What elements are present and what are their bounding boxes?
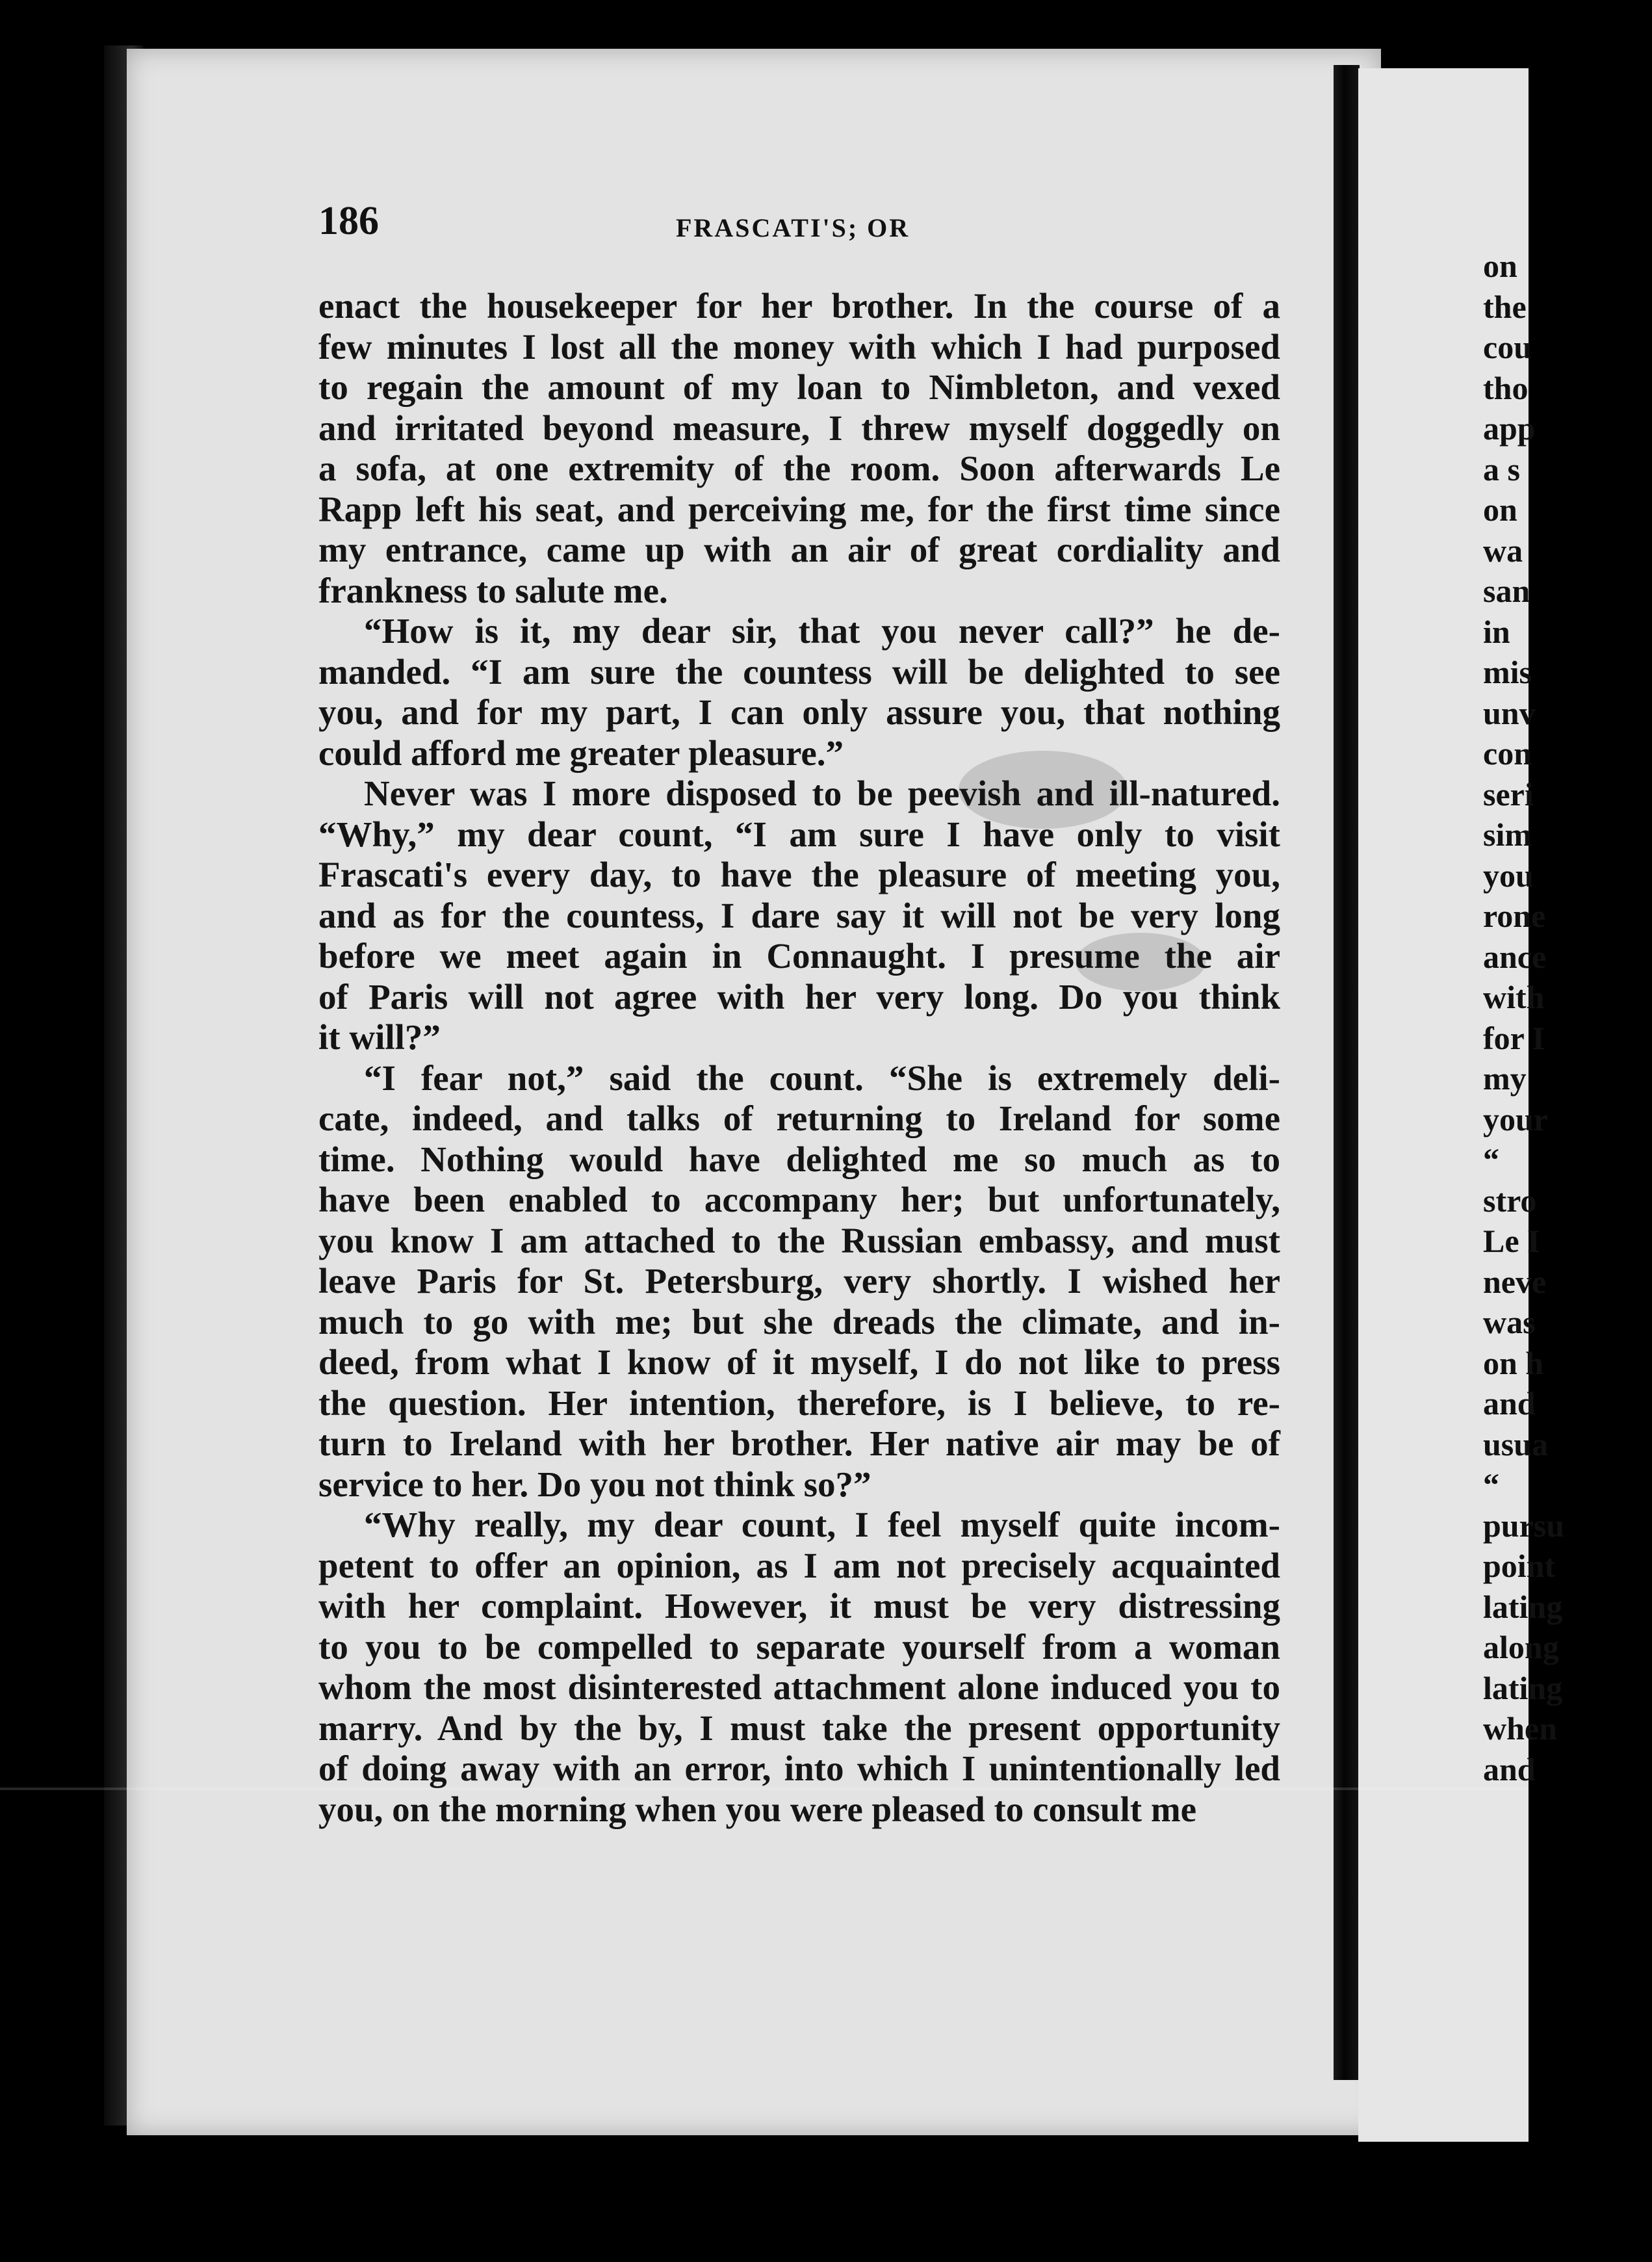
facing-page-fragment: “ [1483, 1141, 1499, 1178]
facing-page-fragment: lating [1483, 1669, 1563, 1706]
running-title: FRASCATI'S; OR [676, 213, 910, 242]
facing-page-fragment: along [1483, 1629, 1559, 1665]
text-line: it will?” [318, 1017, 441, 1057]
facing-page-fragment: pursu [1483, 1507, 1565, 1544]
text-line: you, on the morning when you were pleased to consult me [318, 1789, 1197, 1829]
facing-page-fragment: and [1483, 1750, 1536, 1788]
facing-page-fragment: stro [1483, 1182, 1537, 1219]
facing-page-fragment: cou [1483, 329, 1532, 365]
text-line: cate, indeed, and talks of returning to Ireland for some [318, 1098, 1280, 1138]
facing-page-fragment: my [1483, 1060, 1527, 1097]
text-line: few minutes I lost all the money with which I had purposed [318, 326, 1280, 367]
text-line: Never was I more disposed to be peevish and ill-natured. [364, 774, 1280, 813]
text-line: “I fear not,” said the count. “She is extremely deli- [364, 1058, 1280, 1098]
text-line: the question. Her intention, therefore, is I believe, to re- [318, 1383, 1280, 1423]
text-line: before we meet again in Connaught. I presume the air [318, 936, 1280, 976]
facing-page-fragment: rone [1483, 898, 1546, 934]
facing-page-fragment: wa [1483, 532, 1523, 569]
facing-page-fragment: on [1483, 491, 1517, 528]
facing-page-fragment: the [1483, 288, 1527, 325]
book-gutter [1334, 65, 1360, 2080]
text-line: “Why really, my dear count, I feel myself quite incom- [364, 1505, 1280, 1544]
facing-page-fragment: on h [1483, 1344, 1544, 1381]
text-line: my entrance, came up with an air of great cordiality and [318, 530, 1280, 569]
facing-page-fragment: your [1483, 1100, 1548, 1138]
facing-page-fragment: a s [1483, 450, 1520, 488]
facing-page-fragment: unv [1483, 694, 1536, 731]
text-line: turn to Ireland with her brother. Her native air may be of [318, 1424, 1280, 1463]
facing-page-fragment: usua [1483, 1425, 1549, 1462]
text-line: and as for the countess, I dare say it will not be very long [318, 895, 1280, 935]
text-line: manded. “I am sure the countess will be delighted to see [318, 651, 1280, 692]
text-line: to you to be compelled to separate yourself from a woman [318, 1626, 1280, 1667]
facing-page-fragment: tho [1483, 369, 1529, 406]
text-line: deed, from what I know of it myself, I do not like to press [318, 1342, 1280, 1382]
facing-page-fragment: lating [1483, 1588, 1563, 1625]
text-line: of Paris will not agree with her very long. Do you think [318, 976, 1280, 1017]
text-line: leave Paris for St. Petersburg, very shortly. I wished her [318, 1261, 1280, 1301]
scan-streak [0, 1788, 1529, 1790]
facing-page-fragment: mis [1483, 654, 1532, 690]
text-line: enact the housekeeper for her brother. In the course of a [318, 286, 1280, 326]
text-line: marry. And by the by, I must take the present opportunity [318, 1708, 1280, 1748]
facing-page-fragment: app [1483, 410, 1536, 447]
body-text [318, 286, 1280, 1830]
facing-page-fragment: was [1483, 1304, 1536, 1340]
text-line: service to her. Do you not think so?” [318, 1464, 871, 1504]
facing-page-fragment: sim [1483, 816, 1532, 853]
text-line: frankness to salute me. [318, 570, 668, 610]
facing-page-fragment: “ [1483, 1466, 1499, 1503]
facing-page-fragment: point [1483, 1548, 1556, 1584]
text-line: to regain the amount of my loan to Nimbleton, and vexed [318, 367, 1280, 407]
facing-page-fragment: san [1483, 573, 1530, 609]
facing-page-fragment: neve [1483, 1263, 1547, 1300]
facing-page-fragment: for I [1483, 1019, 1545, 1056]
text-line: have been enabled to accompany her; but unfortunately, [318, 1180, 1280, 1219]
text-line: whom the most disinterested attachment alone induced you to [318, 1667, 1280, 1707]
facing-page-fragment: you [1483, 857, 1534, 894]
text-line: with her complaint. However, it must be very distressing [318, 1586, 1280, 1626]
facing-page-fragment: in [1483, 613, 1510, 650]
text-line: “Why,” my dear count, “I am sure I have only to visit [318, 814, 1280, 854]
page-number: 186 [318, 199, 379, 243]
text-line: could afford me greater pleasure.” [318, 733, 844, 773]
facing-page-fragment: Le I [1483, 1223, 1540, 1259]
facing-page-fragment: con [1483, 735, 1532, 772]
facing-page-fragment: and [1483, 1385, 1536, 1422]
text-line: petent to offer an opinion, as I am not precisely acquainted [318, 1545, 1280, 1585]
text-line: much to go with me; but she dreads the climate, and in- [318, 1301, 1280, 1342]
facing-page [1358, 68, 1565, 2142]
text-line: a sofa, at one extremity of the room. Soon afterwards Le [318, 448, 1280, 488]
text-line: time. Nothing would have delighted me so much as to [318, 1139, 1280, 1179]
facing-page-fragment: when [1483, 1710, 1557, 1747]
facing-page-fragment: ance [1483, 938, 1547, 975]
facing-page-fragment: seri [1483, 775, 1534, 812]
text-line: Frascati's every day, to have the pleasure of meeting you, [318, 855, 1280, 894]
text-line: Rapp left his seat, and perceiving me, for the first time since [318, 489, 1280, 529]
running-head [0, 198, 1529, 250]
facing-page-fragment: on [1483, 248, 1517, 284]
text-line: you, and for my part, I can only assure you, that nothing [318, 692, 1280, 732]
facing-page-fragment: with [1483, 979, 1545, 1015]
text-line: and irritated beyond measure, I threw myself doggedly on [318, 408, 1280, 448]
text-line: “How is it, my dear sir, that you never call?” he de- [364, 611, 1280, 651]
text-line: you know I am attached to the Russian embassy, and must [318, 1220, 1280, 1260]
text-line: of doing away with an error, into which I unintentionally led [318, 1748, 1280, 1788]
